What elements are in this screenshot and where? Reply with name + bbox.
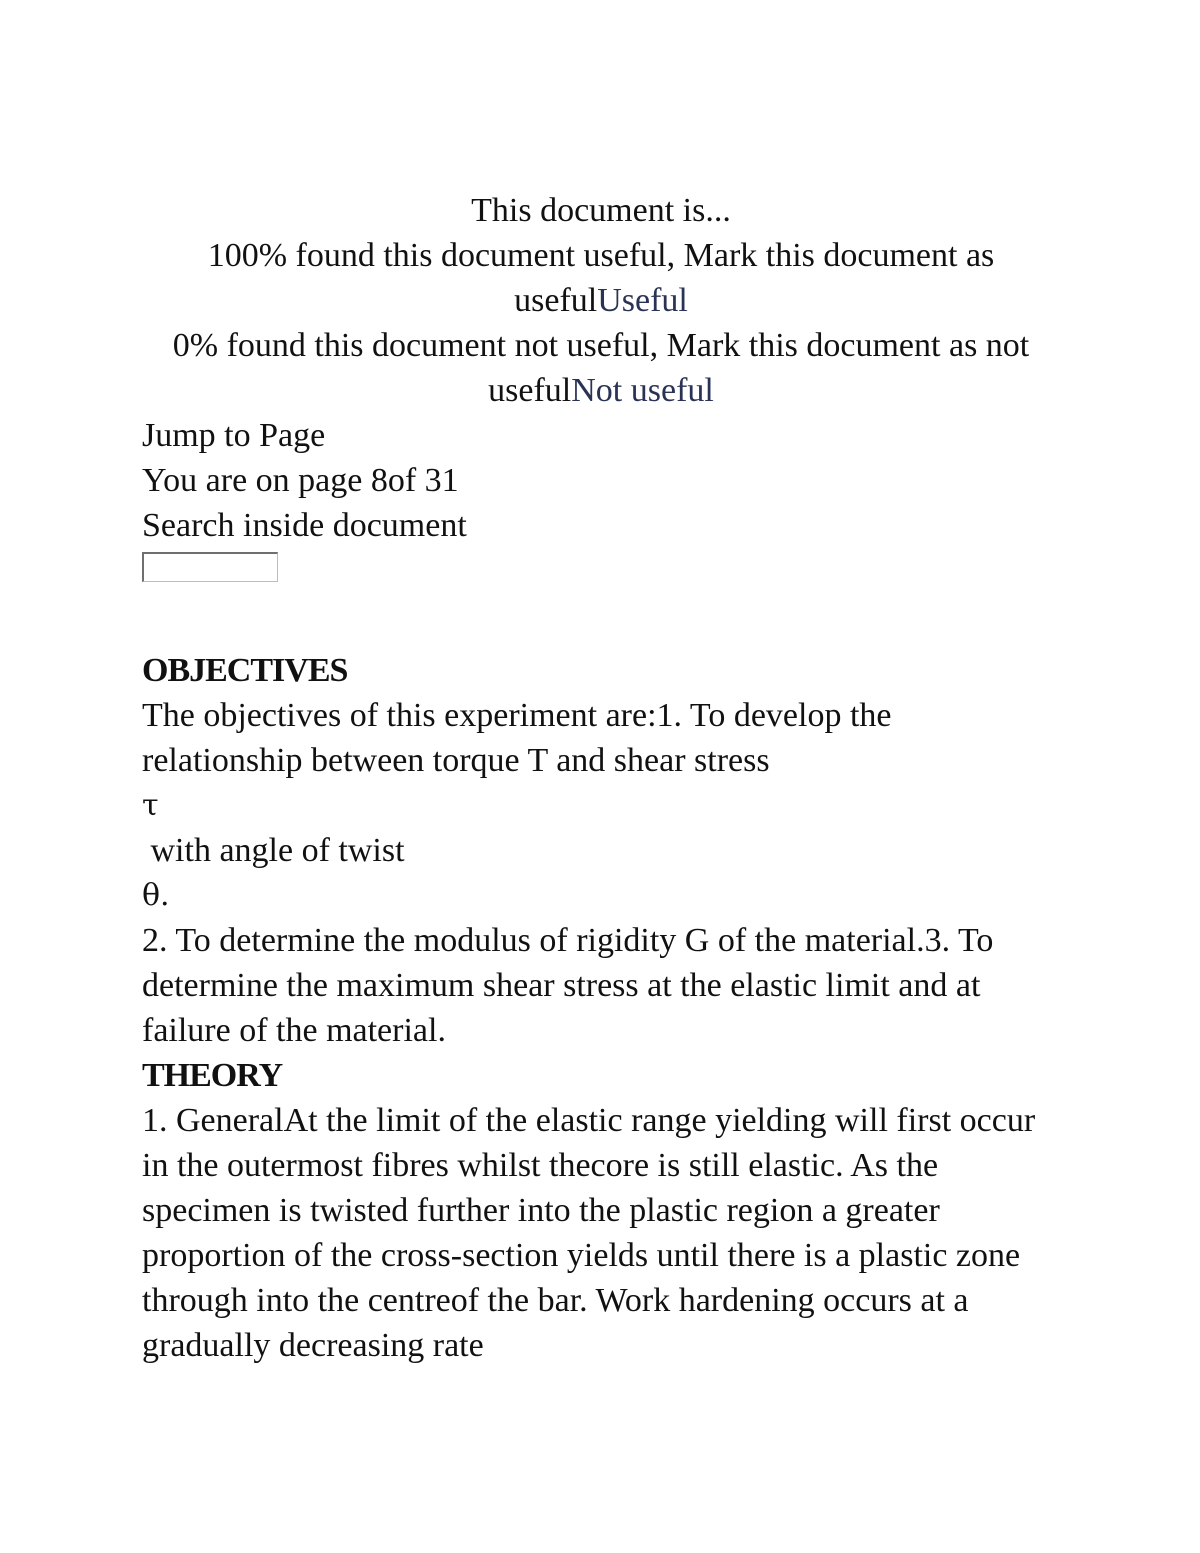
not-useful-rating bbox=[142, 323, 1060, 413]
objectives-intro: The objectives of this experiment are:1. To develop the relationship between torque T and shear stress bbox=[142, 697, 892, 779]
objectives-heading: OBJECTIVES bbox=[142, 652, 348, 689]
document-page bbox=[142, 188, 1060, 1368]
objectives-rest: 2. To determine the modulus of rigidity G of the material.3. To determine the maximum shear stress at the elastic limit and at failure of the material. bbox=[142, 922, 994, 1049]
rating-intro: This document is... bbox=[471, 192, 731, 229]
not-useful-rating-text: 0% found this document not useful, Mark this document as not useful bbox=[172, 327, 1030, 409]
search-label: Search inside document bbox=[142, 507, 467, 544]
page-status: You are on page 8of 31 bbox=[142, 462, 459, 499]
search-input[interactable] bbox=[142, 552, 278, 582]
tau-symbol: τ bbox=[142, 788, 159, 823]
theory-text: 1. GeneralAt the limit of the elastic range yielding will first occur in the outermost fibres whilst thecore is still elastic. As the specimen is twisted further into the plastic region a greater proportion of the cross-section yields until there is a plastic zone through into the centreof the bar. Work hardening occurs at a gradually decreasing rate bbox=[142, 1102, 1036, 1364]
theory-heading: THEORY bbox=[142, 1057, 283, 1094]
rating-section bbox=[142, 188, 1060, 413]
not-useful-button[interactable]: Not useful bbox=[571, 372, 714, 409]
jump-to-page-label[interactable]: Jump to Page bbox=[142, 417, 326, 454]
useful-button[interactable]: Useful bbox=[597, 282, 688, 319]
angle-of-twist-text: with angle of twist bbox=[142, 832, 405, 869]
useful-rating bbox=[142, 233, 1060, 323]
useful-rating-text: 100% found this document useful, Mark this document as useful bbox=[207, 237, 995, 319]
theta-symbol: θ. bbox=[142, 878, 170, 913]
